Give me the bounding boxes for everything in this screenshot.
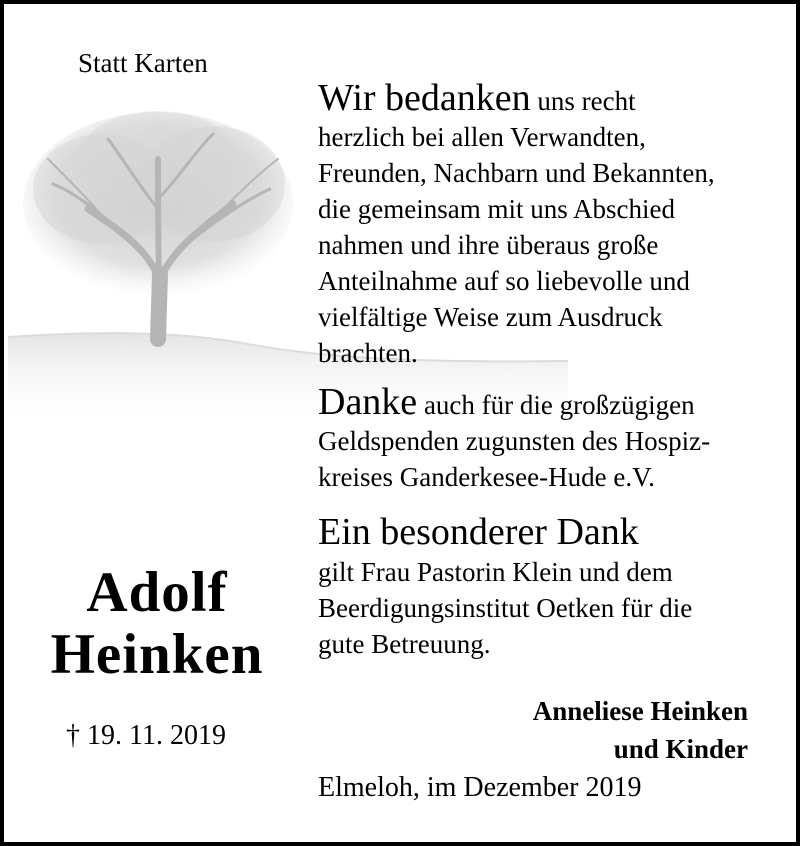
signature-block — [533, 692, 748, 768]
deceased-first-name: Adolf — [86, 561, 228, 624]
donations-lead: Danke — [318, 381, 418, 423]
text-line: Geldspenden zugunsten des Hospiz- — [318, 426, 711, 456]
text-line: nahmen und ihre überaus große — [318, 230, 659, 260]
text-line: die gemeinsam mit uns Abschied — [318, 194, 675, 224]
thanks-lead-rest: uns recht — [537, 86, 636, 116]
thanks-first-line — [318, 77, 715, 119]
deceased-last-name: Heinken — [50, 623, 264, 686]
thanks-lead: Wir bedanken — [318, 77, 531, 119]
text-line: Beerdigungsinstitut Oetken für die — [318, 593, 693, 623]
signature-family: und Kinder — [613, 734, 748, 764]
text-line: kreises Ganderkesee-Hude e.V. — [318, 462, 655, 492]
death-cross-symbol: † — [66, 720, 80, 751]
text-line: Freunden, Nachbarn und Bekannten, — [318, 158, 715, 188]
death-date-line — [66, 720, 226, 752]
special-thanks-paragraph — [318, 510, 692, 662]
text-line: vielfältige Weise zum Ausdruck — [318, 302, 663, 332]
donations-lead-rest: auch für die großzügigen — [423, 390, 695, 420]
text-line: herzlich bei allen Verwandten, — [318, 122, 646, 152]
text-line: gute Betreuung. — [318, 629, 491, 659]
thanks-paragraph — [318, 77, 715, 371]
donations-paragraph — [318, 381, 711, 495]
death-date: 19. 11. 2019 — [87, 720, 226, 751]
text-line: Anteilnahme auf so liebevolle und — [318, 266, 690, 296]
text-line: brachten. — [318, 338, 418, 368]
signature-names: Anneliese Heinken — [532, 696, 748, 726]
place-and-date: Elmeloh, im Dezember 2019 — [318, 772, 642, 803]
text-line: gilt Frau Pastorin Klein und dem — [318, 557, 673, 587]
special-thanks-lead: Ein besonderer Dank — [318, 511, 639, 553]
donations-first-line — [318, 381, 710, 423]
header-statt-karten: Statt Karten — [78, 48, 208, 78]
